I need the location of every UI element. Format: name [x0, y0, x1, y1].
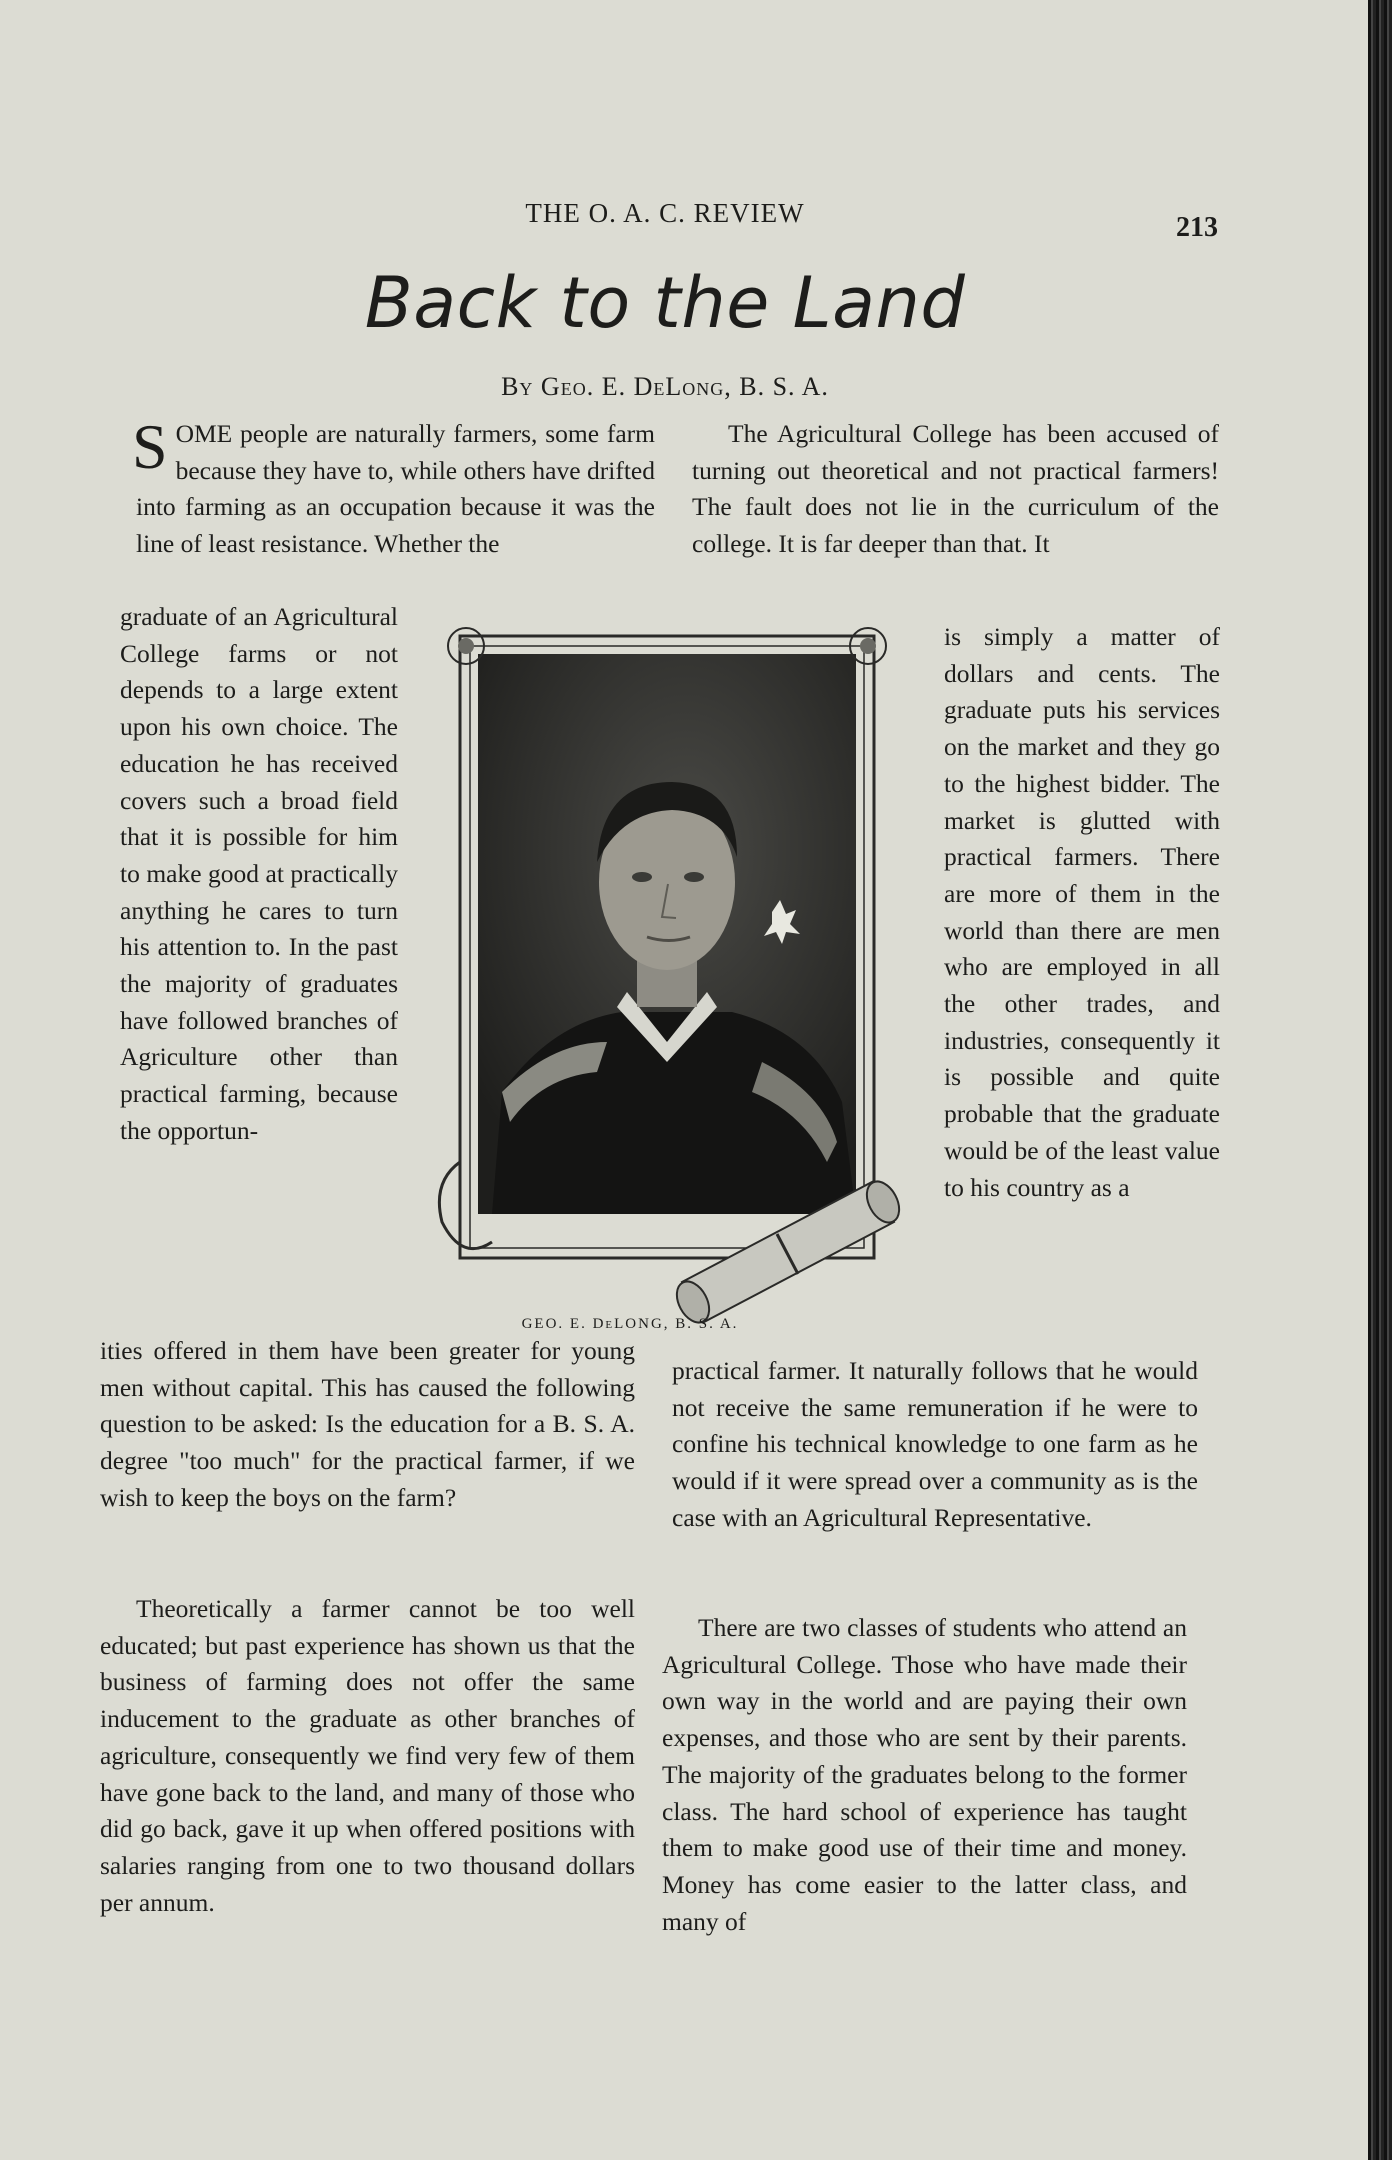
left-continued-text: ities offered in them have been greater for young men without capital. This has caused the following question to be asked: Is the education for a B. S. A. degree "too much" for the practical farmer, if we wish to keep the boys on the farm? — [100, 1336, 635, 1512]
left-column-wrap — [120, 599, 398, 1150]
right-column-wrap — [944, 619, 1220, 1206]
drop-cap: S — [132, 411, 168, 482]
article-title: Back to the Land — [364, 262, 966, 344]
running-head: THE O. A. C. REVIEW — [525, 198, 805, 228]
right-column-intro — [692, 416, 1219, 563]
left-column-intro — [132, 411, 655, 563]
article-byline: By Geo. E. DeLong, B. S. A. — [501, 372, 829, 401]
left-intro-text: OME people are naturally farmers, some farm because they have to, while others have drifted into farming as an occupation because it was the line of least resistance. Whether the — [136, 419, 655, 559]
left-wrap-text: graduate of an Agricultural College farms or not depends to a large extent upon his own choice. The education he has received covers such a broad field that it is possible for him to make good at practically anything he cares to turn his attention to. In the past the majority of graduates have followed branches of Agriculture other than practical farming, because the opportun- — [120, 602, 398, 1145]
right-wrap-text: is simply a matter of dollars and cents. The graduate puts his services on the market and they go to the highest bidder. The market is glutted with practical farmers. There are more of them in the world than there are men who are employed in all the other trades, and industries, consequently it is possible and quite probable that the graduate would be of the least value to his country as a — [944, 622, 1220, 1202]
right-column-paragraph-2 — [662, 1610, 1187, 1940]
photo-caption: GEO. E. DeLONG, B. S. A. — [521, 1316, 739, 1332]
left-column-continued — [100, 1333, 635, 1517]
left-paragraph-2-text: Theoretically a farmer cannot be too well educated; but past experience has shown us that the business of farming does not offer the same inducement to the graduate as other branches of agriculture, consequently we find very few of them have gone back to the land, and many of those who did go back, gave it up when offered positions with salaries ranging from one to two thousand dollars per annum. — [100, 1594, 635, 1917]
right-paragraph-2-text: There are two classes of students who attend an Agricultural College. Those who have made their own way in the world and are paying their own expenses, and those who are sent by their parents. The majority of the graduates belong to the former class. The hard school of experience has taught them to make good use of their time and money. Money has come easier to the latter class, and many of — [662, 1613, 1187, 1936]
book-spine-edge — [1368, 0, 1392, 2160]
page-number: 213 — [1176, 212, 1218, 243]
right-column-continued — [672, 1353, 1198, 1537]
portrait-photo — [432, 622, 902, 1324]
right-continued-text: practical farmer. It naturally follows that he would not receive the same remuneration if he were to confine his technical knowledge to one farm as he would if it were spread over a community as is the case with an Agricultural Representative. — [672, 1356, 1198, 1532]
left-column-paragraph-2 — [100, 1591, 635, 1921]
right-intro-text: The Agricultural College has been accused of turning out theoretical and not practical farmers! The fault does not lie in the curriculum of the college. It is far deeper than that. It — [692, 419, 1219, 559]
